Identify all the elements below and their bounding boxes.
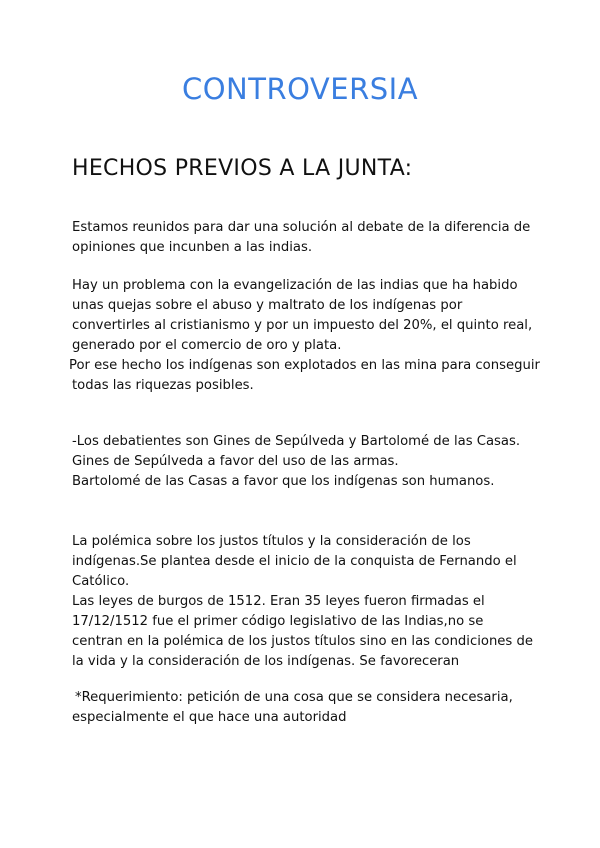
paragraph-line: Bartolomé de las Casas a favor que los indígenas son humanos. xyxy=(72,474,495,489)
paragraph-line: Católico. xyxy=(72,574,130,589)
paragraph-line: 17/12/1512 fue el primer código legislativo de las Indias,no se xyxy=(72,614,484,629)
paragraph-line: especialmente el que hace una autoridad xyxy=(72,710,347,725)
paragraph-debaters xyxy=(72,432,542,492)
paragraph-line: la vida y la consideración de los indígenas. Se favoreceran xyxy=(72,654,460,669)
paragraph-line: indígenas.Se plantea desde el inicio de la conquista de Fernando el xyxy=(72,554,517,569)
paragraph-line: opiniones que incunben a las indias. xyxy=(72,240,313,255)
paragraph-line: Por ese hecho los indígenas son explotados en las mina para conseguir xyxy=(69,358,540,373)
section-heading: HECHOS PREVIOS A LA JUNTA: xyxy=(72,156,413,181)
paragraph-intro xyxy=(72,218,542,258)
paragraph-line: Hay un problema con la evangelización de las indias que ha habido xyxy=(72,278,518,293)
paragraph-line: centran en la polémica de los justos títulos sino en las condiciones de xyxy=(72,634,533,649)
paragraph-line: Gines de Sepúlveda a favor del uso de las armas. xyxy=(72,454,399,469)
paragraph-line: unas quejas sobre el abuso y maltrato de los indígenas por xyxy=(72,298,463,313)
paragraph-line: todas las riquezas posibles. xyxy=(72,378,254,393)
paragraph-line: Las leyes de burgos de 1512. Eran 35 leyes fueron firmadas el xyxy=(72,594,485,609)
paragraph-polemic xyxy=(72,532,542,672)
paragraph-line: -Los debatientes son Gines de Sepúlveda y Bartolomé de las Casas. xyxy=(72,434,521,449)
paragraph-problem xyxy=(69,276,542,396)
paragraph-line: Estamos reunidos para dar una solución al debate de la diferencia de xyxy=(72,220,531,235)
paragraph-line: generado por el comercio de oro y plata. xyxy=(72,338,342,353)
paragraph-line: *Requerimiento: petición de una cosa que se considera necesaria, xyxy=(75,690,513,705)
document-title: CONTROVERSIA xyxy=(181,72,419,106)
paragraph-requerimiento xyxy=(72,688,542,728)
paragraph-line: convertirles al cristianismo y por un impuesto del 20%, el quinto real, xyxy=(72,318,533,333)
paragraph-line: La polémica sobre los justos títulos y la consideración de los xyxy=(72,534,471,549)
